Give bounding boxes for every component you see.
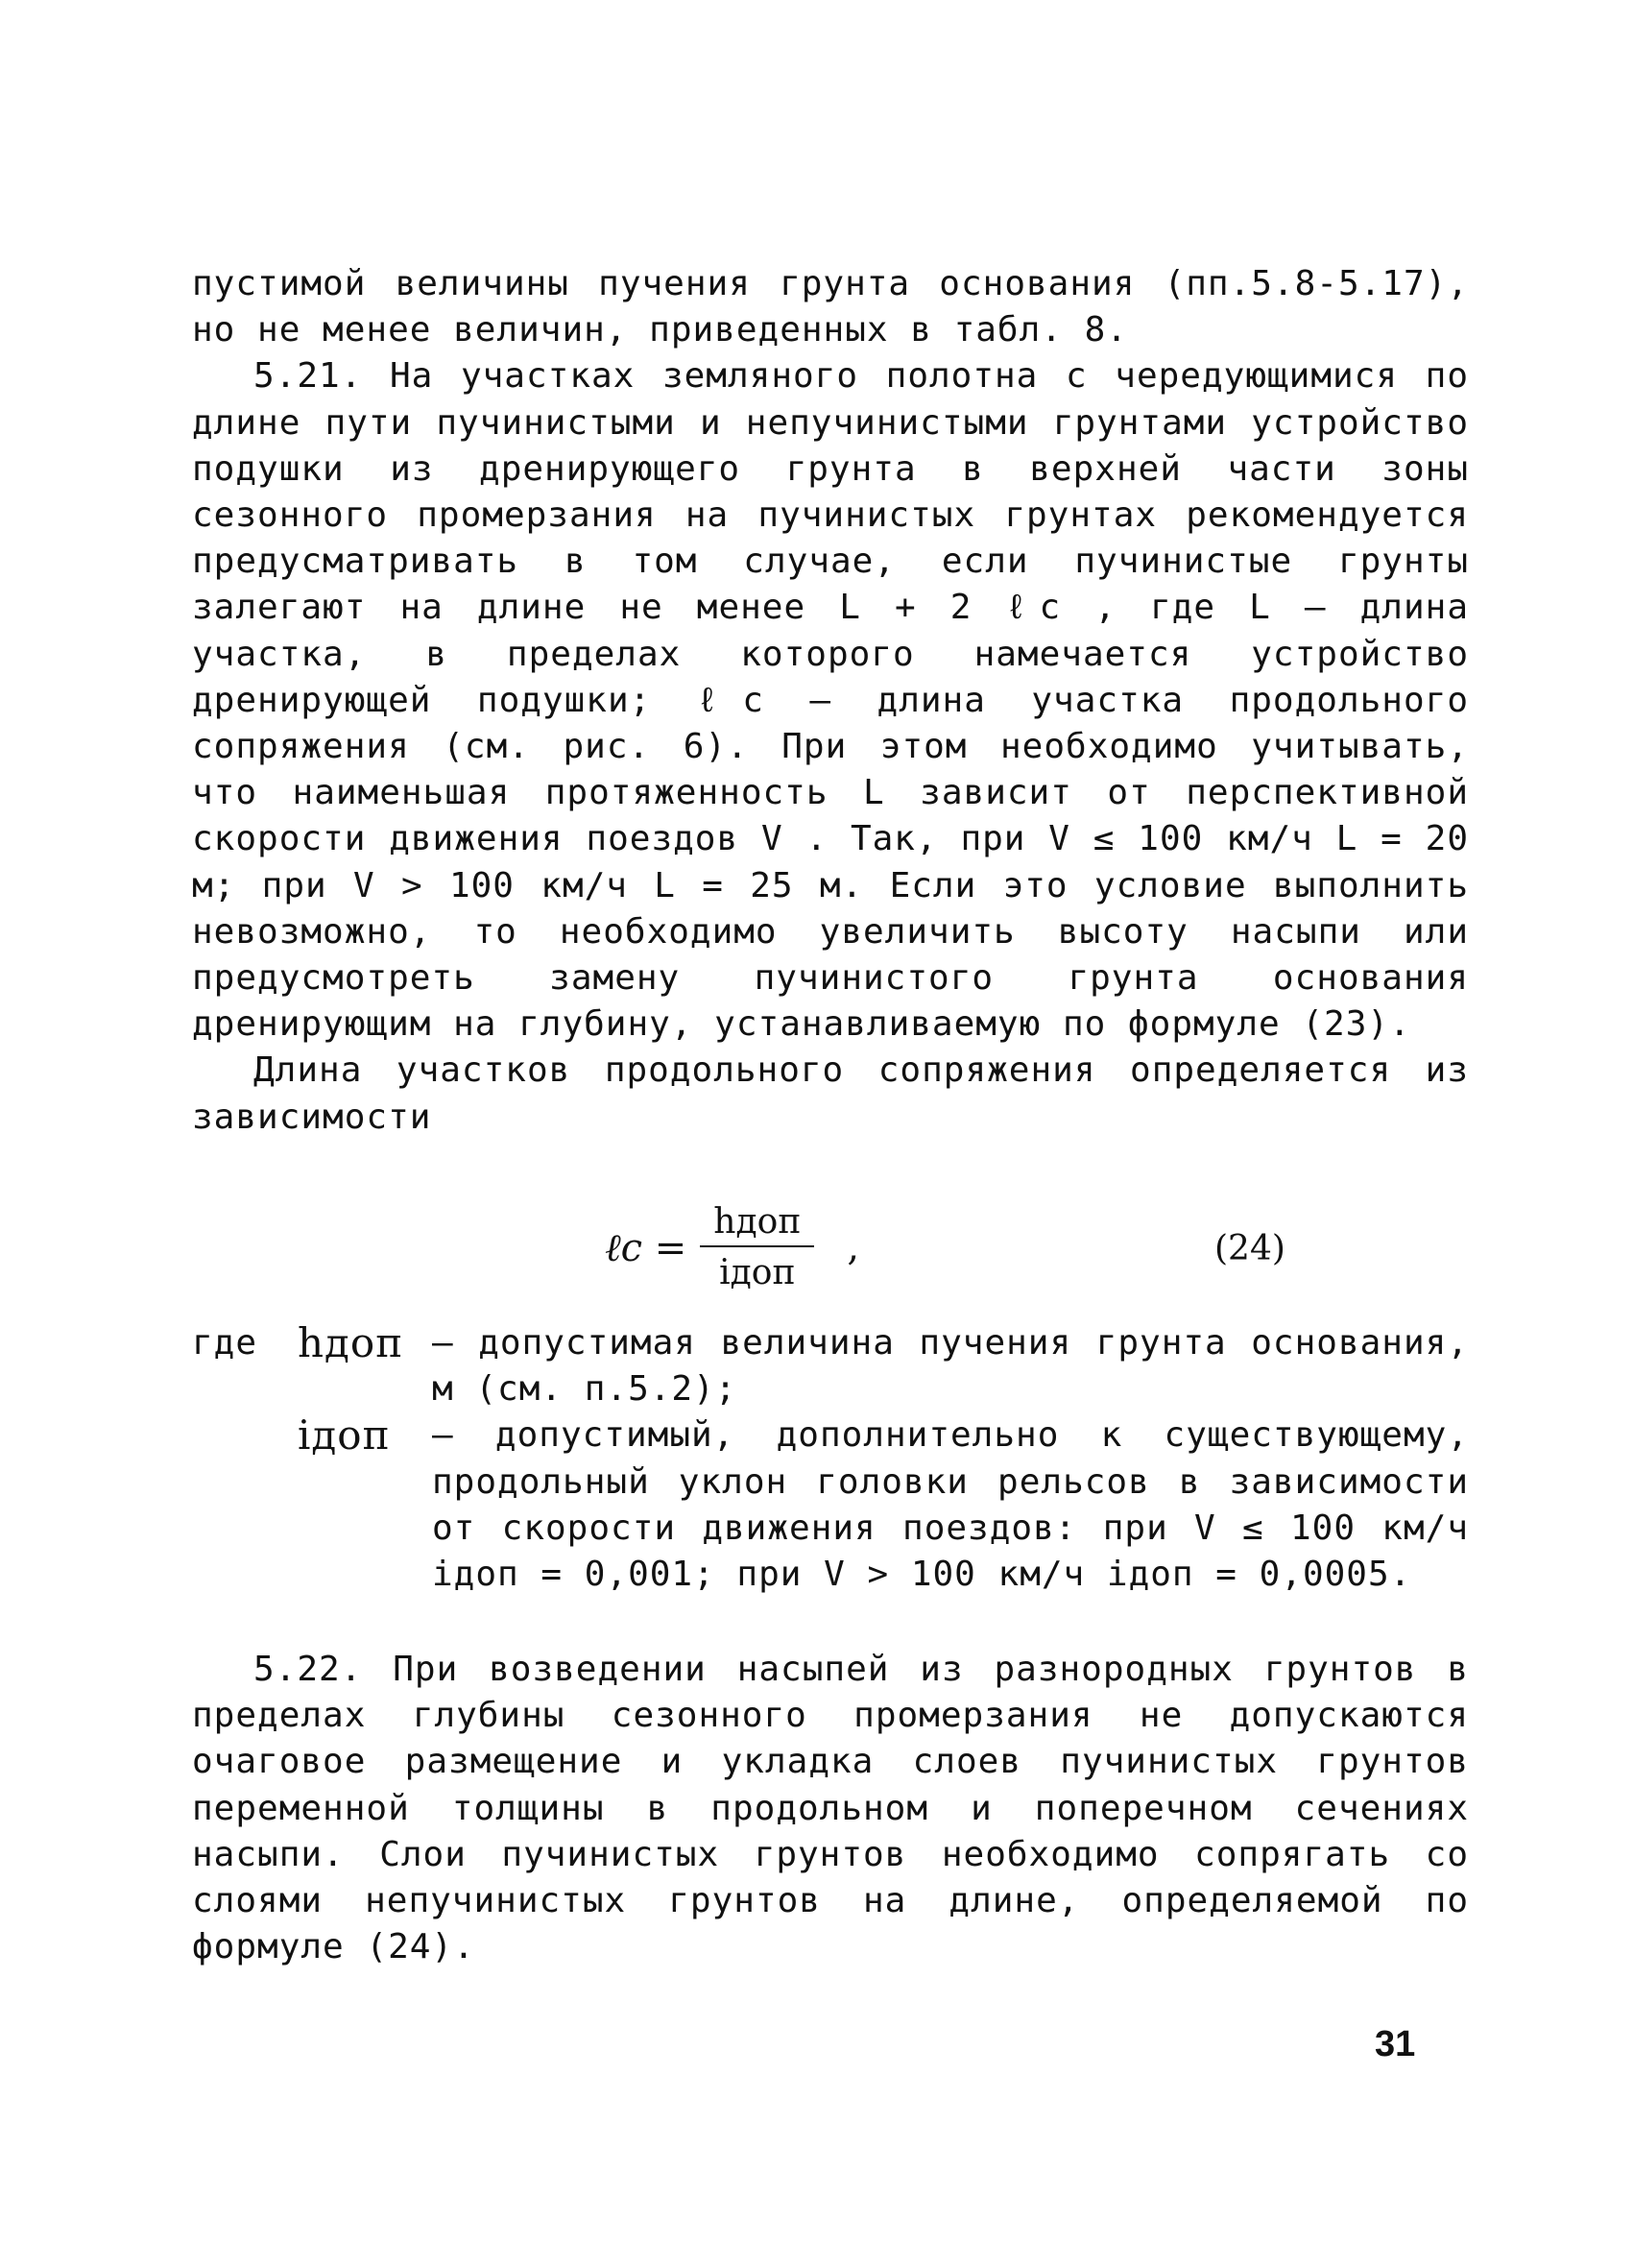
definitions-block [192,1320,1469,1598]
page-number: 31 [1375,2024,1416,2064]
formula-fraction [700,1202,814,1292]
formula-denominator: iдоп [719,1253,796,1292]
definition-symbol: iдоп [298,1411,391,1460]
equation-number: (24) [1214,1229,1285,1268]
where-word: где [192,1323,258,1363]
formula-24 [605,1202,859,1292]
body-text-bottom [192,1647,1469,1970]
formula-comma: , [847,1225,860,1269]
paragraph-5-21: 5.21. На участках земляного полотна с чередующимися по длине пути пучинистыми и непучинистыми грунтами устройство подушки из дренирующего грунта в верхней части зоны сезонного промерзания на пучинистых грунтах рекомендуется предусматривать в том случае, если пучинистые грунты залегают на длине не менее L + 2 ℓc , где L – длина участка, в пределах которого намечается устройство дренирующей подушки; ℓc – длина участка продольного сопряжения (см. рис. 6). При этом необходимо учитывать, что наименьшая протяженность L зависит от перспективной скорости движения поездов V . Так, при V ≤ 100 км/ч L = 20 м; при V > 100 км/ч L = 25 м. Если это условие выполнить невозможно, то необходимо увеличить высоту насыпи или предусмотреть замену пучинистого грунта основания дренирующим на глубину, устанавливаемую по формуле (23). [192,356,1469,1045]
paragraph-5-22: 5.22. При возведении насыпей из разнородных грунтов в пределах глубины сезонного промерзания не допускаются очаговое размещение и укладка слоев пучинистых грунтов переменной толщины в продольном и поперечном сечениях насыпи. Слои пучинистых грунтов необходимо сопрягать со слоями непучинистых грунтов на длине, определяемой по формуле (24). [192,1650,1469,1967]
formula-numerator: hдоп [700,1202,814,1247]
paragraph-length-intro: Длина участков продольного сопряжения определяется из зависимости [192,1050,1469,1137]
definition-desc: – допустимая величина пучения грунта основания, м (см. п.5.2); [432,1323,1469,1410]
definition-desc: – допустимый, дополнительно к существующему, продольный уклон головки рельсов в зависимости от скорости движения поездов: при V ≤ 100 км/ч iдоп = 0,001; при V > 100 км/ч iдоп = 0,0005. [432,1415,1469,1595]
definition-row [192,1412,1469,1598]
paragraph-continuation: пустимой величины пучения грунта основания (пп.5.8-5.17), но не менее величин, приведенных в табл. 8. [192,264,1469,350]
formula-lhs: ℓc = [605,1225,687,1270]
body-text-top [192,261,1469,1141]
definition-symbol: hдоп [298,1319,404,1366]
definition-row [192,1320,1469,1412]
